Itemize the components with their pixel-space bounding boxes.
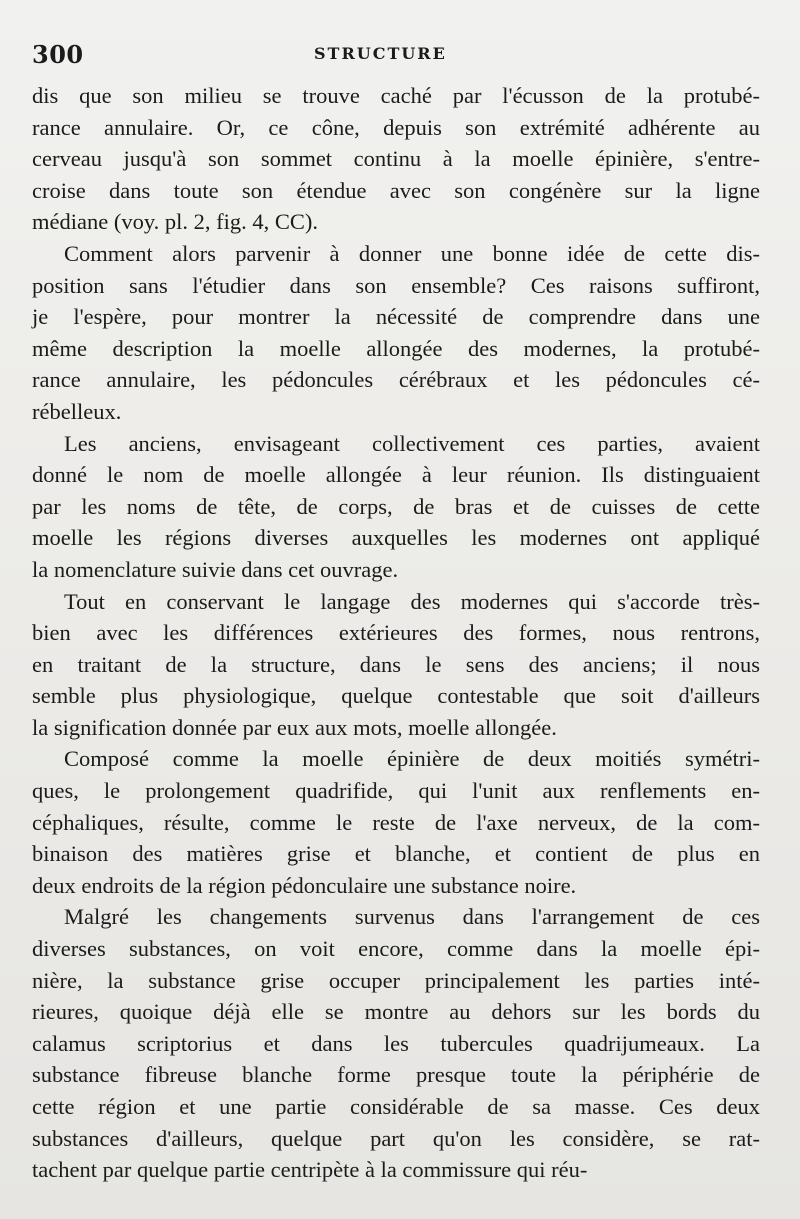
text-line: la signification donnée par eux aux mots, moelle allongée. (32, 714, 557, 740)
text-line: par les noms de tête, de corps, de bras et de cuisses de cette (32, 493, 760, 519)
text-line: moelle les régions diverses auxquelles les modernes ont appliqué (32, 525, 760, 551)
text-line: la nomenclature suivie dans cet ouvrage. (32, 556, 399, 582)
paragraph (32, 743, 760, 901)
text-line: tachent par quelque partie centripète à la commissure qui réu- (32, 1157, 588, 1183)
text-line: nière, la substance grise occuper principalement les parties inté- (32, 967, 760, 993)
text-line: Tout en conservant le langage des modernes qui s'accorde très- (64, 588, 760, 614)
text-line: cette région et une partie considérable de sa masse. Ces deux (32, 1094, 760, 1119)
paragraph (32, 901, 760, 1185)
text-line: en traitant de la structure, dans le sens des anciens; il nous (32, 651, 760, 677)
text-line: rance annulaire. Or, ce cône, depuis son extrémité adhérente au (32, 114, 760, 140)
text-line: Les anciens, envisageant collectivement ces parties, avaient (64, 430, 760, 456)
text-line: semble plus physiologique, quelque contestable que soit d'ailleurs (32, 683, 760, 709)
page-number: 300 (32, 40, 84, 69)
text-line: dis que son milieu se trouve caché par l'écusson de la protubé- (32, 83, 760, 108)
text-line: diverses substances, on voit encore, comme dans la moelle épi- (32, 936, 760, 962)
text-line: Comment alors parvenir à donner une bonne idée de cette dis- (64, 240, 760, 266)
text-line: substances d'ailleurs, quelque part qu'on les considère, se rat- (32, 1125, 760, 1151)
text-line: rébelleux. (32, 398, 122, 424)
text-line: même description la moelle allongée des modernes, la protubé- (32, 335, 760, 361)
text-line: position sans l'étudier dans son ensemble? Ces raisons suffiront, (32, 272, 760, 298)
text-line: Malgré les changements survenus dans l'arrangement de ces (64, 904, 760, 930)
text-line: calamus scriptorius et dans les tubercules quadrijumeaux. La (32, 1030, 760, 1056)
text-line: ques, le prolongement quadrifide, qui l'unit aux renflements en- (32, 778, 760, 804)
text-line: deux endroits de la région pédonculaire une substance noire. (32, 872, 577, 898)
text-line: céphaliques, résulte, comme le reste de l'axe nerveux, de la com- (32, 809, 760, 835)
text-line: binaison des matières grise et blanche, et contient de plus en (32, 841, 760, 867)
paragraph (32, 586, 760, 744)
text-line: Composé comme la moelle épinière de deux moitiés symétri- (64, 746, 760, 772)
running-title: STRUCTURE (314, 44, 447, 63)
text-line: bien avec les différences extérieures des formes, nous rentrons, (32, 620, 760, 646)
text-line: donné le nom de moelle allongée à leur réunion. Ils distinguaient (32, 462, 760, 488)
text-line: rieures, quoique déjà elle se montre au dehors sur les bords du (32, 999, 760, 1025)
paragraph (32, 428, 760, 586)
paragraph (32, 238, 760, 428)
text-line: rance annulaire, les pédoncules cérébraux et les pédoncules cé- (32, 367, 760, 393)
text-line: cerveau jusqu'à son sommet continu à la moelle épinière, s'entre- (32, 146, 760, 172)
text-line: croise dans toute son étendue avec son congénère sur la ligne (32, 177, 760, 203)
text-line: substance fibreuse blanche forme presque toute la périphérie de (32, 1062, 760, 1088)
text-line: je l'espère, pour montrer la nécessité de comprendre dans une (32, 304, 760, 330)
body-text (32, 80, 760, 1186)
text-line: médiane (voy. pl. 2, fig. 4, CC). (32, 209, 318, 235)
paragraph (32, 80, 760, 238)
running-head (32, 40, 762, 76)
